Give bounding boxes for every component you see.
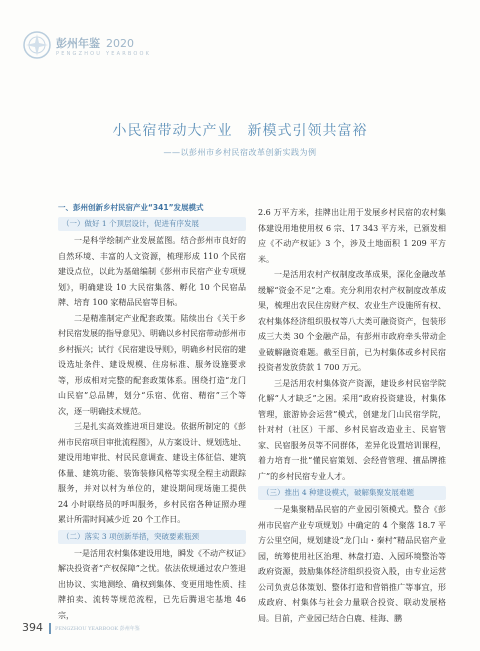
footer-divider (49, 623, 51, 634)
yearbook-logo-icon (22, 30, 52, 60)
yearbook-name: 彭州年鉴 (56, 37, 100, 50)
left-column (58, 200, 246, 623)
right-column (258, 205, 446, 626)
article-title: 小民宿带动大产业 新模式引领共富裕 (112, 123, 368, 139)
subsection-heading: （二）落实 3 项创新举措，突破要素瓶颈 (58, 530, 246, 544)
paragraph: 一是科学绘制产业发展蓝图。结合彭州市良好的自然环境、丰富的人文资源，梳理形成 110 个民宿建设点位，以此为基础编制《彭州市民宿产业专项规划》，明确建设 10 大民宿集落、孵化 10 个民宿品牌、培育 100 家精品民宿等目标。 (58, 236, 246, 307)
paragraph: 一是集聚精品民宿的产业园引领模式。整合《彭州市民宿产业专项规划》中确定的 4 个聚落 18.7 平方公里空间，规划建设“龙门山・秦村”精品民宿产业园，统筹使用社区治理、林盘打造、入园环境整治等政府资源，鼓励集体经济组织投资入股，由专业运营公司负责总体策划、整体打造和营销推广等事宜，形成政府、村集体与社会力量联合投资、联动发展格局。目前，产业园已结合白鹿、桂海、鹏 (258, 505, 446, 623)
yearbook-title (56, 35, 134, 51)
yearbook-year: 2020 (106, 37, 134, 50)
paragraph: 三是扎实高效推进项目建设。依据所制定的《彭州市民宿项目审批流程图》，从方案设计、规划选址、建设用地审批、村民民意调查、建设主体征信、建筑体量、建筑功能、装饰装修风格等实现全程主动跟踪服务，并对以村为单位的，建设期间现场施工提供 24 小时联络员的呼叫服务，乡村民宿各种证照办理累计所需时间减少近 20 个工作日。 (58, 422, 246, 524)
page-number: 394 (22, 621, 43, 634)
paragraph: 一是活用农村集体建设用地，瞬发《不动产权证》解决投资者“产权保障”之忧。依法依规通过农户签退出协议、实地测绘、确权到集体、变更用地性质、挂牌拍卖、流转等规范流程，已先后腾退宅基地 46 宗， (58, 548, 246, 620)
yearbook-subtitle: PENGZHOU YEARBOOK (56, 51, 152, 57)
paragraph: 2.6 万平方米，挂牌出让用于发展乡村民宿的农村集体建设用地使用权 6 宗、17 343 平方米，已颁发相应《不动产权证》3 个，涉及土地面积 1 209 平方米。 (258, 208, 446, 264)
subsection-heading: （一）做好 1 个顶层设计，促进有序发展 (58, 217, 246, 231)
subsection-heading: （三）推出 4 种建设模式，破解集聚发展难题 (258, 486, 446, 500)
paragraph: 三是活用农村集体资产资源，建设乡村民宿学院化解“人才缺乏”之困。采用“政府投资建设，村集体管理，旅游协会运营”模式，创建龙门山民宿学院，针对村（社区）干部、乡村民宿改造业主、民宿管家、民宿服务员等不同群体，差异化设置培训课程，着力培育一批“懂民宿策划、会经营管理、擅品牌推广”的乡村民宿专业人才。 (258, 378, 446, 481)
paragraph: 一是活用农村产权制度改革成果，深化金融改革缓解“资金不足”之难。充分利用农村产权制度改革成果，梳理出农民住房财产权、农业生产设施所有权、农村集体经济组织股权等八大类可融资资产，包装形成三大类 30 个金融产品，有彭州市政府牵头带动企业破解融资难题。截至目前，已为村集体或乡村民宿投资者发放贷款 1 700 万元。 (258, 270, 446, 372)
paragraph: 二是精准制定产业配套政策。陆续出台《关于乡村民宿发展的指导意见》、明确以乡村民宿带动彭州市乡村振兴；试行《民宿建设导则》，明确乡村民宿的建设选址条件、建设规模、住房标准、服务设施要求等，形成相对完整的配套政策体系。围绕打造“龙门山民宿”总品牌，划分“乐宿、优宿、精宿”三个等次，逐一明确技术规范。 (58, 313, 246, 416)
article-subtitle: ——以彭州市乡村民宿改革创新实践为例 (163, 148, 317, 157)
footer-mark: PENGZHOU YEARBOOK 彭州年鉴 (55, 626, 140, 632)
section-heading: 一、彭州创新乡村民宿产业“341”发展模式 (58, 203, 204, 212)
